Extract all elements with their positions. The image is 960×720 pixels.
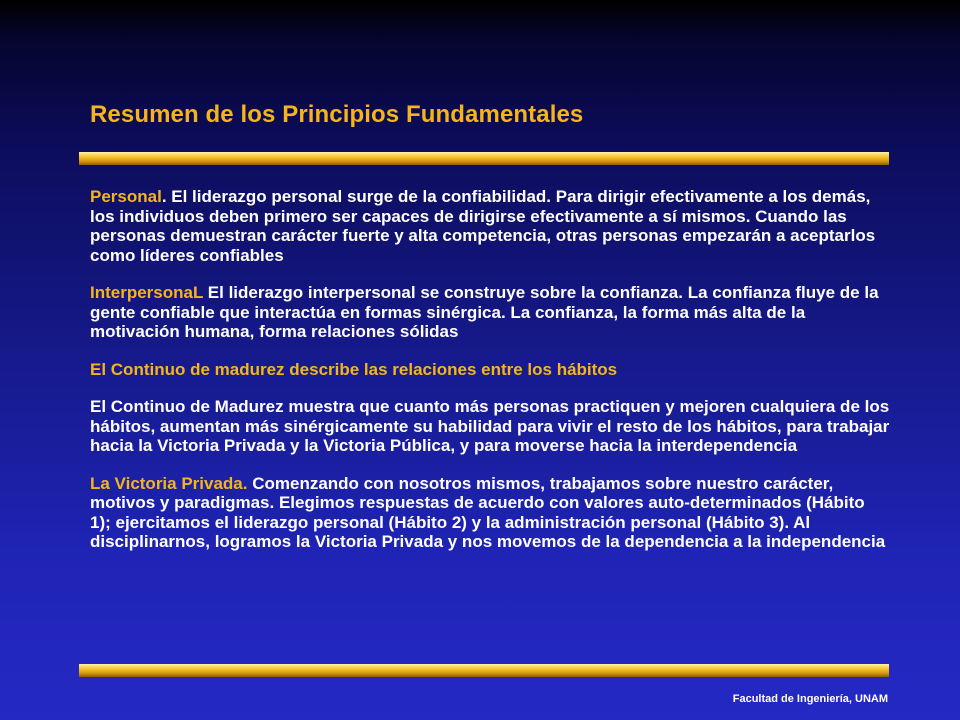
bottom-divider-bar — [79, 664, 889, 677]
slide-body — [90, 187, 890, 552]
paragraph-victoria-privada — [90, 474, 890, 552]
paragraph-continuo-body: El Continuo de Madurez muestra que cuanto más personas practiquen y mejoren cualquiera de los hábitos, aumentan más sinérgicamente su habilidad para vivir el resto de los hábitos, para trabajar hacia la Victoria Privada y la Victoria Pública, y para moverse hacia la interdependencia — [90, 397, 890, 455]
paragraph-victoria-privada-text: Comenzando con nosotros mismos, trabajamos sobre nuestro carácter, motivos y paradigmas. Elegimos respuestas de acuerdo con valores auto-determinados (Hábito 1); ejercitamos el liderazgo personal (Hábito 2) y la administración personal (Hábito 3). Al disciplinarnos, logramos la Victoria Privada y nos movemos de la dependencia a la independencia — [90, 473, 886, 551]
paragraph-continuo-heading: El Continuo de madurez describe las relaciones entre los hábitos — [90, 359, 618, 379]
footer-institution: Facultad de Ingeniería, UNAM — [732, 693, 888, 705]
paragraph-personal-text: . El liderazgo personal surge de la confiabilidad. Para dirigir efectivamente a los demás, los individuos deben primero ser capaces de dirigirse efectivamente a sí mismos. Cuando las personas demuestran carácter fuerte y alta competencia, otras personas empezarán a aceptarlos como líderes confiables — [90, 187, 876, 265]
paragraph-personal — [90, 187, 890, 265]
paragraph-interpersonal — [90, 283, 890, 342]
paragraph-interpersonal-text: El liderazgo interpersonal se construye sobre la confianza. La confianza fluye de la gente confiable que interactúa en formas sinérgica. La confianza, la forma más alta de la motivación humana, forma relaciones sólidas — [90, 283, 879, 341]
slide-title: Resumen de los Principios Fundamentales — [90, 101, 584, 128]
paragraph-interpersonal-lead: InterpersonaL — [90, 283, 204, 302]
top-divider-bar — [79, 152, 889, 165]
paragraph-personal-lead: Personal — [90, 187, 162, 206]
paragraph-victoria-privada-lead: La Victoria Privada. — [90, 473, 248, 493]
